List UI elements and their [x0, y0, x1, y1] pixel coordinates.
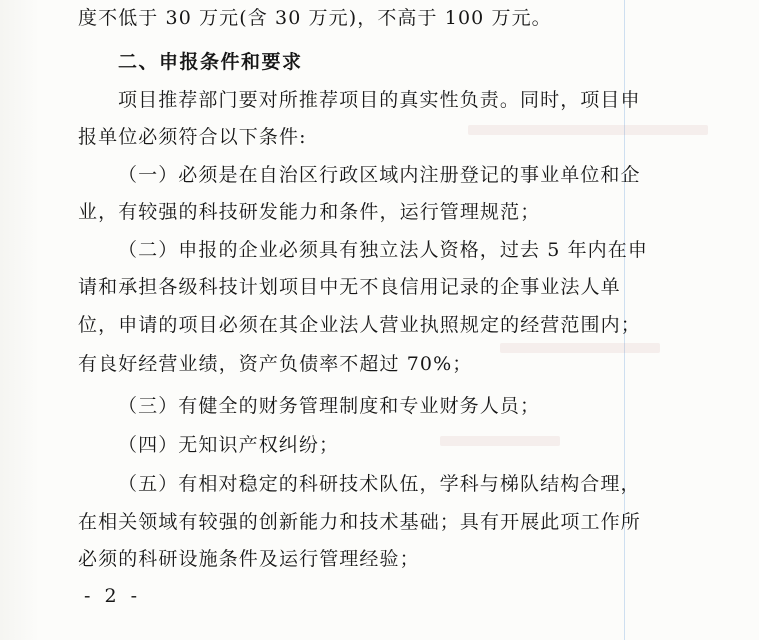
bleed-through-mark: [468, 125, 708, 135]
bleed-through-mark: [500, 343, 660, 353]
body-text-line: 业，有较强的科技研发能力和条件，运行管理规范；: [78, 201, 541, 223]
condition-item-1: （一）必须是在自治区行政区域内注册登记的事业单位和企: [118, 164, 641, 186]
page-number: - 2 -: [84, 585, 142, 607]
section-heading: 二、申报条件和要求: [118, 51, 303, 73]
body-text-line: 报单位必须符合以下条件:: [78, 126, 307, 148]
condition-item-3: （三）有健全的财务管理制度和专业财务人员；: [118, 395, 541, 417]
bleed-through-mark: [440, 436, 560, 446]
body-text-line: 位，申请的项目必须在其企业法人营业执照规定的经营范围内；: [78, 314, 641, 336]
body-text-line: 必须的科研设施条件及运行管理经验；: [78, 548, 420, 570]
body-text-line: 有良好经营业绩，资产负债率不超过 70%；: [78, 353, 473, 375]
condition-item-5: （五）有相对稳定的科研技术队伍，学科与梯队结构合理，: [118, 473, 641, 495]
condition-item-4: （四）无知识产权纠纷；: [118, 434, 340, 456]
body-text-line: 请和承担各级科技计划项目中无不良信用记录的企事业法人单: [78, 276, 621, 298]
body-text-line: 度不低于 30 万元(含 30 万元)，不高于 100 万元。: [78, 7, 552, 29]
body-text-line: 在相关领域有较强的创新能力和技术基础；具有开展此项工作所: [78, 511, 641, 533]
condition-item-2: （二）申报的企业必须具有独立法人资格，过去 5 年内在申: [118, 239, 648, 261]
body-text-line: 项目推荐部门要对所推荐项目的真实性负责。同时，项目申: [118, 89, 641, 111]
